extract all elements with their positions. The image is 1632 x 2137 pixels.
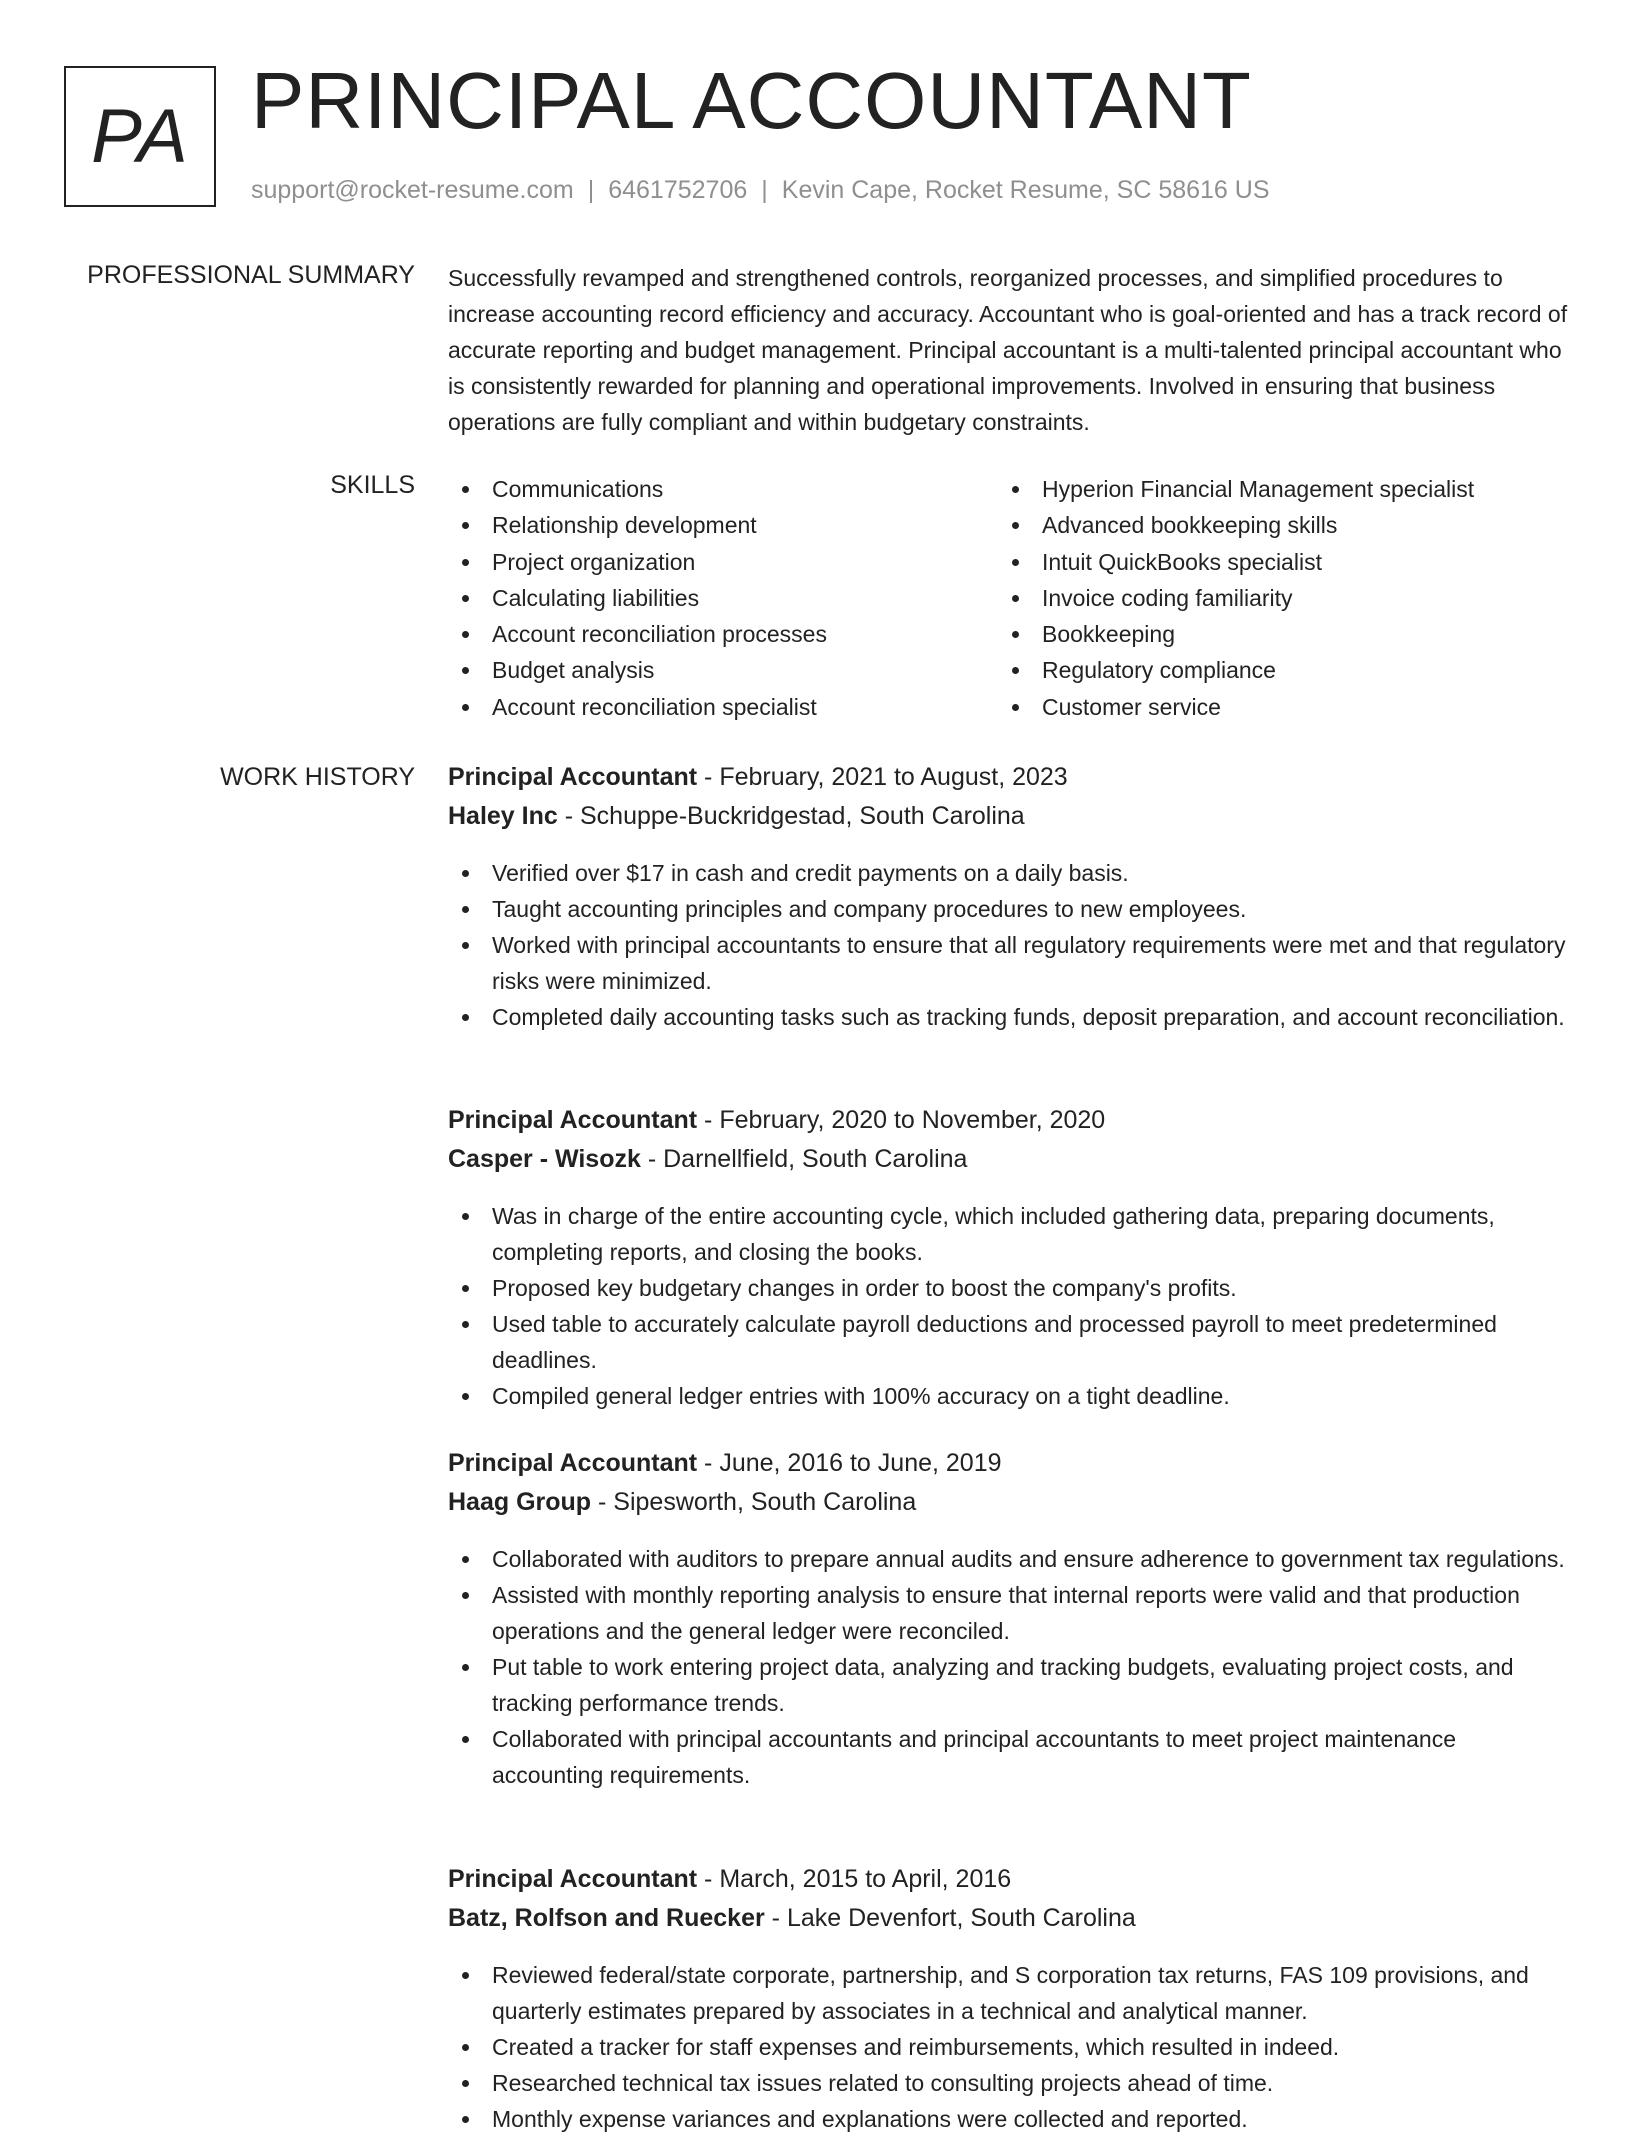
job-entry (448, 1864, 1573, 2137)
skill-item: Regulatory compliance (998, 652, 1474, 688)
contact-phone: 6461752706 (608, 176, 748, 204)
job-dates: - June, 2016 to June, 2019 (697, 1449, 1002, 1477)
skill-item: Project organization (448, 544, 827, 580)
job-location: - Schuppe-Buckridgestad, South Carolina (557, 802, 1025, 830)
job-bullet: Completed daily accounting tasks such as tracking funds, deposit preparation, and account reconciliation. (448, 999, 1573, 1035)
summary-text: Successfully revamped and strengthened controls, reorganized processes, and simplified procedures to increase accounting record efficiency and accuracy. Accountant who is goal-oriented and has a track record of accurate reporting and budget management. Principal accountant is a multi-talented principal accountant who is consistently rewarded for planning and operational improvements. Involved in ensuring that business operations are fully compliant and within budgetary constraints. (448, 265, 1568, 435)
job-bullet: Verified over $17 in cash and credit payments on a daily basis. (448, 855, 1573, 891)
contact-address: Kevin Cape, Rocket Resume, SC 58616 US (781, 176, 1270, 204)
job-bullet: Compiled general ledger entries with 100% accuracy on a tight deadline. (448, 1378, 1573, 1414)
job-bullet: Taught accounting principles and company procedures to new employees. (448, 891, 1573, 927)
job-bullet: Worked with principal accountants to ensure that all regulatory requirements were met and that regulatory risks were minimized. (448, 927, 1573, 999)
contact-separator: | (761, 176, 768, 204)
job-location: - Sipesworth, South Carolina (591, 1488, 917, 1516)
skills-list-left (448, 471, 827, 725)
skill-item: Calculating liabilities (448, 580, 827, 616)
contact-separator: | (587, 176, 595, 204)
monogram-box (64, 66, 216, 207)
job-bullet: Reviewed federal/state corporate, partnership, and S corporation tax returns, FAS 109 provisions, and quarterly estimates prepared by associates in a technical and analytical manner. (448, 1957, 1573, 2029)
skill-item: Account reconciliation processes (448, 616, 827, 652)
job-location: - Lake Devenfort, South Carolina (764, 1904, 1136, 1932)
job-bullet: Monthly expense variances and explanations were collected and reported. (448, 2101, 1573, 2137)
skills-section-label: SKILLS (330, 471, 415, 499)
skill-item: Intuit QuickBooks specialist (998, 544, 1474, 580)
job-title: Principal Accountant (448, 763, 698, 791)
skill-item: Bookkeeping (998, 616, 1474, 652)
skill-item: Advanced bookkeeping skills (998, 507, 1474, 543)
skill-item: Budget analysis (448, 652, 827, 688)
contact-email: support@rocket-resume.com (251, 176, 574, 204)
job-dates: - February, 2021 to August, 2023 (697, 763, 1068, 791)
job-title: Principal Accountant (448, 1449, 698, 1477)
job-bullet: Created a tracker for staff expenses and reimbursements, which resulted in indeed. (448, 2029, 1573, 2065)
work-history-section-label: WORK HISTORY (220, 763, 415, 791)
job-title: Principal Accountant (448, 1865, 698, 1893)
skill-item: Customer service (998, 689, 1474, 725)
job-location: - Darnellfield, South Carolina (640, 1145, 968, 1173)
skill-item: Relationship development (448, 507, 827, 543)
job-company: Haley Inc (448, 802, 558, 830)
contact-line (251, 175, 1270, 205)
job-bullet: Researched technical tax issues related to consulting projects ahead of time. (448, 2065, 1573, 2101)
job-bullet: Collaborated with auditors to prepare annual audits and ensure adherence to government tax regulations. (448, 1541, 1573, 1577)
job-bullet: Assisted with monthly reporting analysis to ensure that internal reports were valid and that production operations and the general ledger were reconciled. (448, 1577, 1573, 1649)
skills-list-right (998, 471, 1474, 725)
summary-section-label: PROFESSIONAL SUMMARY (87, 261, 415, 289)
job-entry (448, 1105, 1573, 1414)
job-bullet: Proposed key budgetary changes in order to boost the company's profits. (448, 1270, 1573, 1306)
job-bullet: Used table to accurately calculate payroll deductions and processed payroll to meet predetermined deadlines. (448, 1306, 1573, 1378)
job-bullet: Was in charge of the entire accounting cycle, which included gathering data, preparing documents, completing reports, and closing the books. (448, 1198, 1573, 1270)
job-bullet: Put table to work entering project data, analyzing and tracking budgets, evaluating project costs, and tracking performance trends. (448, 1649, 1573, 1721)
job-entry (448, 1448, 1573, 1793)
page-title: PRINCIPAL ACCOUNTANT (251, 56, 1252, 145)
skill-item: Invoice coding familiarity (998, 580, 1474, 616)
monogram-text: PA (91, 94, 189, 179)
job-company: Batz, Rolfson and Ruecker (448, 1904, 765, 1932)
skill-item: Communications (448, 471, 827, 507)
job-bullet: Collaborated with principal accountants and principal accountants to meet project maintenance accounting requirements. (448, 1721, 1573, 1793)
job-entry (448, 762, 1573, 1035)
job-title: Principal Accountant (448, 1106, 698, 1134)
skill-item: Hyperion Financial Management specialist (998, 471, 1474, 507)
job-company: Haag Group (448, 1488, 592, 1516)
job-dates: - February, 2020 to November, 2020 (697, 1106, 1106, 1134)
job-company: Casper - Wisozk (448, 1145, 641, 1173)
job-dates: - March, 2015 to April, 2016 (697, 1865, 1012, 1893)
skill-item: Account reconciliation specialist (448, 689, 827, 725)
